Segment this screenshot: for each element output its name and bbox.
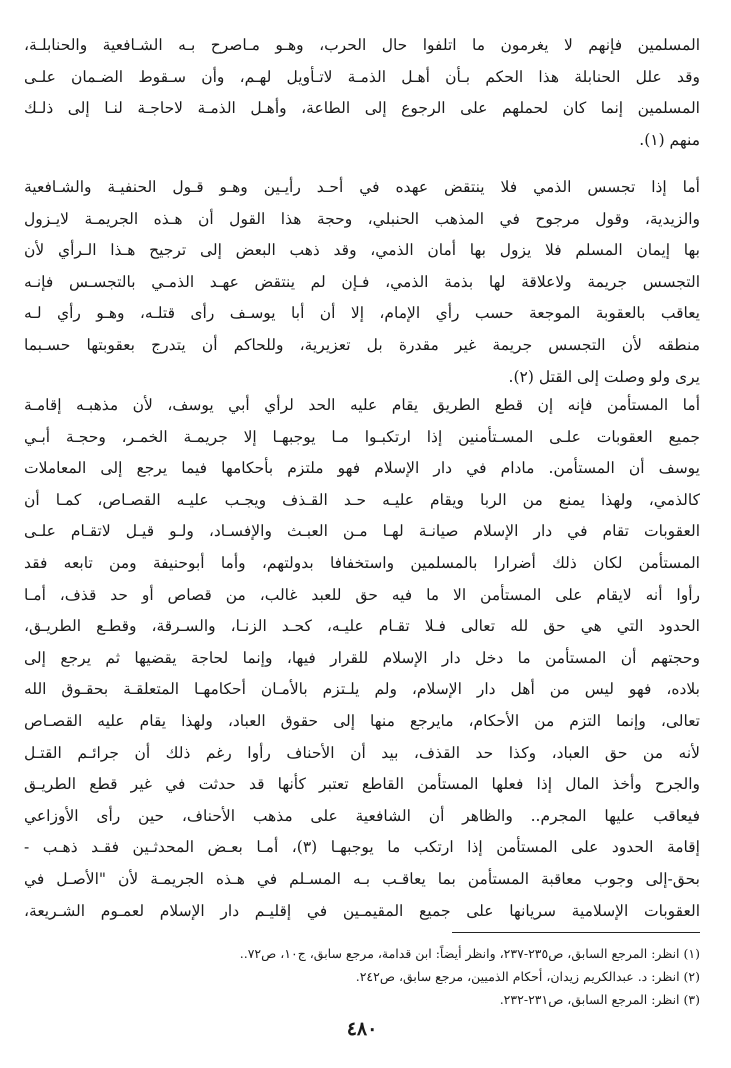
document-page xyxy=(24,30,700,1040)
text-line: المسلمين فإنهم لا يغرمون ما اتلفوا حال الحرب، وهـو مـاصرح بـه الشـافعية والحنابلـة، xyxy=(24,36,700,54)
footnote-2: (٢) انظر: د. عبدالكريم زيدان، أحكام الذميين، مرجع سابق، ص٢٤٢. xyxy=(355,969,700,984)
text-line: أما إذا تجسس الذمي فلا ينتقض عهده في أحـد رأيـين وهـو قـول الحنفيـة والشـافعية xyxy=(24,178,700,196)
text-line: أما المستأمن فإنه إن قطع الطريق يقام عليه الحد لرأي أبي يوسف، لأن مذهبـه إقامـة xyxy=(24,396,700,414)
footnote-3: (٣) انظر: المرجع السابق، ص٢٣١-٢٣٢. xyxy=(499,992,700,1007)
page-number: ٤٨٠ xyxy=(346,1018,378,1040)
text-line: يرى ولو وصلت إلى القتل (٢). xyxy=(508,367,700,386)
text-line: إقامة الحدود على المستأمن إذا ارتكب ما يوجبهـا (٣)، أمـا بعـض المحدثـين فقـد ذهـب - xyxy=(24,838,700,857)
text-line: بها إيمان المسلم فلا يزول بها أمان الذمي، وقد ذهب البعض إلى ترجيح هـذا الـرأي لأن xyxy=(24,241,700,260)
text-line: العقوبات تقام في دار الإسلام صيانـة لهـا مـن العبـث والإفسـاد، ولـو قيـل لاتقـام علـى xyxy=(24,522,700,541)
footnote-1: (١) انظر: المرجع السابق، ص٢٣٥-٢٣٧، وانظر أيضاً: ابن قدامة، مرجع سابق، ج١٠، ص٧٢.. xyxy=(239,946,700,961)
text-line: العقوبات الإسلامية سريانها على جميع المقيمـين في إقليـم دار الإسلام لعمـوم الشـريعة، xyxy=(24,901,700,920)
text-line: جميع العقوبات علـى المسـتأمنين إذا ارتكبـوا مـا يوجبهـا إلا جريمـة الخمـر، وحجـة أبـي xyxy=(24,427,700,446)
text-line: منهم (١). xyxy=(639,130,700,149)
text-line: تعالى، وإنما التزم من الأحكام، مايرجع منها إلى حقوق العباد، ولهذا يقام عليه القصـاص xyxy=(24,711,700,730)
text-line: بحق-إلى وجوب معاقبة المستأمن بما يعاقـب بـه المسـلم في هـذه الجريمـة لأن "الأصـل في xyxy=(24,869,700,888)
text-line: الحدود التي هي حق لله تعالى فـلا تقـام عليـه، كحـد الزنـا، والسـرقة، وقطـع الطريـق، xyxy=(24,617,700,636)
text-line: وحجتهم أن المستأمن ما دخل دار الإسلام للقرار فيها، وإنما لحاجة يقضيها ثم يرجع إلى xyxy=(24,648,700,667)
text-line: يوسف أن المستأمن. مادام في دار الإسلام فهو ملتزم بأحكامها فيما يرجع إلى المعاملات xyxy=(24,459,700,478)
footnote-divider xyxy=(452,932,700,933)
text-line: فيعاقب عليها المجرم.. والظاهر أن الشافعية على مذهب الأحناف، حين رأى الأوزاعي xyxy=(24,806,700,825)
text-line: والزيدية، وقول مرجوح في المذهب الحنبلي، وحجة هذا القول أن هـذه الجريمـة لايـزول xyxy=(24,209,700,228)
footnotes xyxy=(24,942,700,1011)
text-line: لأنه من حق العباد، وكذا حد القذف، بيد أن الأحناف رأوا رغم ذلك أن جرائـم القتـل xyxy=(24,743,700,762)
text-line: التجسس جريمة ولاعلاقة لها بذمة الذمي، فـإن لم ينتقض عهـد الذمـي بالتجسـس فإنـه xyxy=(24,272,700,291)
paragraph-3 xyxy=(24,390,700,927)
text-line: رأوا أنه لايقام على المستأمن الا ما فيه حق للعبد غالب، من قصاص أو حد قذف، أمـا xyxy=(24,585,700,604)
text-line: يعاقب بالعقوبة الموجعة حسب رأي الإمام، إلا أن أبا يوسـف رأى قتلـه، وهـو رأي لـه xyxy=(24,304,700,323)
text-line: المستأمن لكان ذلك أضرارا بالمسلمين واستخفافا بدولتهم، وأما أبوحنيفة ومن تابعه فقد xyxy=(24,553,700,572)
paragraph-2 xyxy=(24,172,700,393)
text-line: بلاده، فهو ليس من أهل دار الإسلام، ولم يلـتزم بالأمـان أحكامهـا المتعلقـة بحقـوق الله xyxy=(24,680,700,699)
text-line: المسلمين إنما كان لحملهم على الرجوع إلى الطاعة، وأهـل الذمـة لاحاجـة لنـا إلى ذلـك xyxy=(24,99,700,118)
text-line: منطقه لأن التجسس جريمة غير مقدرة بل تعزيرية، وللحاكم أن يتدرج بعقوبتها حسـبما xyxy=(24,335,700,354)
paragraph-1 xyxy=(24,30,700,156)
text-line: وقد علل الحنابلة هذا الحكم بـأن أهـل الذمـة لاتـأويل لهـم، وأن سـقوط الضـمان علـى xyxy=(24,67,700,86)
text-line: والجرح وأخذ المال إذا فعلها المستأمن القاطع تعتبر كأنها قد حدثت في غير قطع الطريـق xyxy=(24,775,700,794)
text-line: كالذمي، ولهذا يمنع من الربا ويقام عليـه حـد القـذف ويجـب عليـه القصـاص، كمـا أن xyxy=(24,490,700,509)
